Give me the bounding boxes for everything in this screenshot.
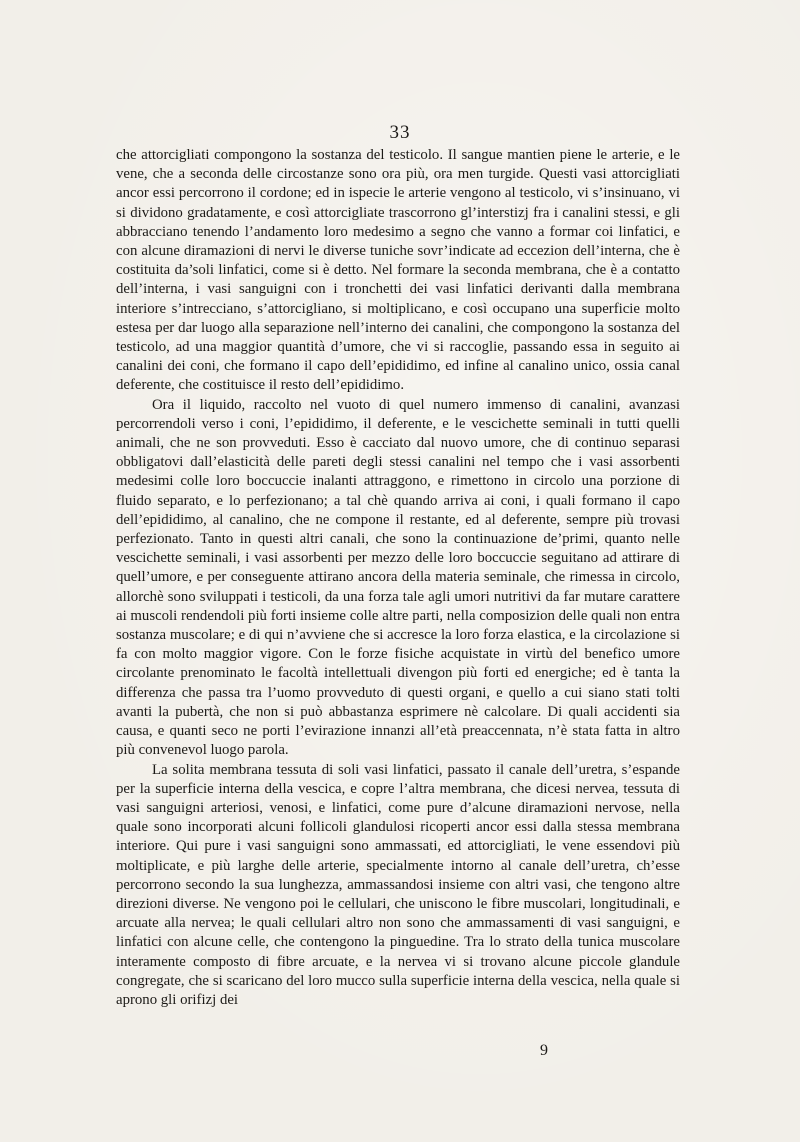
page-number: 33 bbox=[389, 122, 411, 143]
signature-mark: 9 bbox=[540, 1042, 548, 1059]
paragraph-1: che attorcigliati compongono la sostanza del testicolo. Il sangue mantien piene le arterie, e le vene, che a seconda delle circostanze sono ora più, ora men turgide. Questi vasi attorcigliati ancor essi percorrono il cordone; ed in ispecie le arterie vengono al testicolo, vi s’insinuano, vi si dividono gradatamente, e così attorcigliate trascorrono gl’interstizj fra i canalini stessi, e gli abbracciano tenendo l’andamento loro medesimo a segno che vanno a formar coi linfatici, e con alcune diramazioni di nervi le diverse tuniche sovr’indicate ad eccezion dell’interna, che è costituita da’soli linfatici, come si è detto. Nel formare la seconda membrana, che è a contatto dell’interna, i vasi sanguigni con i tronchetti dei vasi linfatici derivanti dalla membrana interiore s’intrecciano, s’attorcigliano, si moltiplicano, e così occupano una superficie molto estesa per dar luogo alla separazione nell’interno dei canalini, che compongono la sostanza del testicolo, ad una maggior quantità d’umore, che vi si raccoglie, passando essa in seguito ai canalini dei coni, che formano il capo dell’epididimo, ed infine al canalino unico, ossia canal deferente, che costituisce il resto dell’epididimo. bbox=[116, 147, 680, 394]
paragraph-3: La solita membrana tessuta di soli vasi linfatici, passato il canale dell’uretra, s’espande per la superficie interna della vescica, e copre l’altra membrana, che dicesi nervea, tessuta di vasi sanguigni arteriosi, venosi, e linfatici, come pure d’alcune diramazioni nervose, nella quale sono incorporati alcuni follicoli glandulosi ricoperti ancor essi dalla stessa membrana interiore. Qui pure i vasi sanguigni sono ammassati, ed attorcigliati, le vene essendovi più moltiplicate, e più larghe delle arterie, specialmente intorno al canale dell’uretra, ch’esse percorrono secondo la sua lunghezza, ammassandosi insieme con altri vasi, che tengono altre direzioni diverse. Ne vengono poi le cellulari, che uniscono le fibre muscolari, longitudinali, e arcuate alla nervea; le quali cellulari altro non sono che ammassamenti di vasi sanguigni, e linfatici con alcune celle, che contengono la pinguedine. Tra lo strato della tunica muscolare interamente composto di fibre arcuate, e la nervea vi si trovano alcune piccole glandule congregate, che si scaricano del loro mucco sulla superficie interna della vescica, nella quale si aprono gli orifizj dei bbox=[116, 761, 680, 1008]
paragraph-2: Ora il liquido, raccolto nel vuoto di quel numero immenso di canalini, avanzasi percorrendoli verso i coni, l’epididimo, il deferente, e le vescichette seminali in tutti quelli animali, che ne son provveduti. Esso è cacciato dal nuovo umore, che di continuo separasi obbligatovi dall’elasticità delle pareti degli stessi canalini nel tempo che i vasi assorbenti medesimi colle loro boccuccie inalanti attraggono, e rimettono in circolo una porzione di fluido separato, e lo perfezionano; a tal chè quando arriva ai coni, i quali formano il capo dell’epididimo, al canalino, che ne compone il restante, ed al deferente, sempre più trovasi perfezionato. Tanto in questi altri canali, che sono la continuazione de’primi, quanto nelle vescichette seminali, i vasi assorbenti per mezzo delle loro boccuccie seguitano ad attirare di quell’umore, e per conseguente attirano ancora della materia seminale, che rimessa in circolo, allorchè sono sviluppati i testicoli, da una forza tale agli umori nutritivi da far mutare carattere ai muscoli rendendoli più forti insieme colle altre parti, nella composizion delle quali non entra sostanza muscolare; e di qui n’avviene che si accresce la loro forza elastica, e la circolazione si fa con molto maggior vigore. Con le forze fisiche acquistate in virtù del benefico umore circolante prenominato le facoltà intellettuali divengon più forti ed energiche; ed è tanta la differenza che passa tra l’uomo provveduto di questi organi, e quello a cui siano stati tolti avanti la pubertà, che non si può abbastanza esprimere nè calcolare. Di quali accidenti sia causa, e quanti seco ne porti l’evirazione innanzi all’età preaccennata, n’è stata fatta in altro più convenevol luogo parola. bbox=[116, 396, 680, 759]
body-text bbox=[116, 146, 680, 1010]
